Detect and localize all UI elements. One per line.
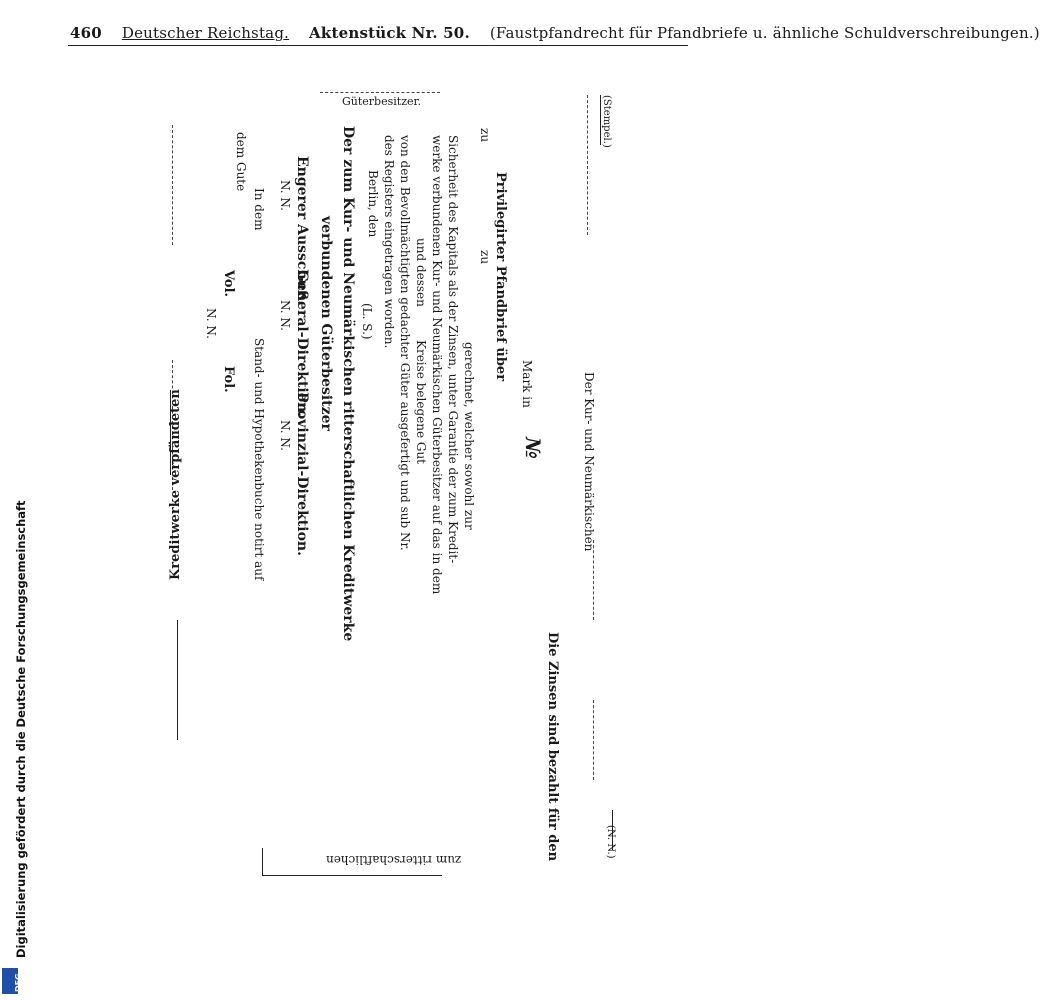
stamp-label: (Stempel.) <box>601 95 612 148</box>
body-line-8: des Registers eingetragen worden. <box>382 135 396 349</box>
mark-value: Mark in <box>520 360 534 408</box>
body-line-4: werke verbundenen Kur- und Neumärkischen Güterbesitzer auf das in dem <box>430 135 444 595</box>
initials-note: (N. N.) <box>605 825 616 859</box>
document-subject: (Faustpfandrecht für Pfandbriefe u. ähnliche Schuldverschreibungen.) <box>489 24 1040 42</box>
page-number: 460 <box>70 24 102 42</box>
zinsen-note: Die Zinsen sind bezahlt für den <box>545 632 560 862</box>
body-line-5: und dessen <box>414 238 428 307</box>
signatory-1: N. N. <box>278 180 292 211</box>
form-bottom-rule <box>262 875 442 876</box>
form-border-left <box>172 125 173 245</box>
seal-mark: (L. S.) <box>360 303 374 340</box>
body-line-7: von den Bevollmächtigten gedachter Güter ausgefertigt und sub Nr. <box>398 135 412 551</box>
dem-gute-label: dem Gute <box>234 132 248 192</box>
association-line-2: verbundenen Güterbesitzer <box>318 216 334 431</box>
signature-general-direktion: General-Direktion. <box>294 270 310 418</box>
form-border-right <box>587 95 588 235</box>
dfg-logo-icon: DFG <box>2 968 18 994</box>
association-line-1: Der zum Kur- und Neumärkischen ritterschaftlichen Kreditwerke <box>340 126 356 642</box>
publication-title: Deutscher Reichstag. <box>121 24 290 42</box>
place-date: Berlin, den <box>366 170 380 238</box>
in-dem-label: In dem <box>252 188 266 231</box>
signatory-3: N. N. <box>278 420 292 451</box>
bottom-label-kreditwerke: Kreditwerke verpfändeten <box>168 389 183 580</box>
title-line: Privilegirter Pfandbrief über <box>493 172 508 382</box>
left-margin-rule <box>177 620 178 740</box>
body-line-3: Sicherheit des Kapitals als der Zinsen, unter Garantie der zum Kredit- <box>446 135 460 564</box>
header-rule <box>68 45 688 46</box>
page-header <box>70 24 1040 42</box>
form-border-right-3 <box>593 700 594 780</box>
form-border-right-2 <box>593 540 594 620</box>
institution-top: Der Kur- und Neumärkischen <box>582 372 596 552</box>
body-line-1b: zu <box>478 250 492 265</box>
file-reference: Aktenstück Nr. 50. <box>309 24 470 42</box>
fol-label: Fol. <box>221 366 236 393</box>
guterbesitzer-label: Güterbesitzer. <box>342 95 422 108</box>
numero-sign: № <box>521 437 545 459</box>
body-line-1: zu <box>478 128 492 143</box>
body-line-6: Kreise belegene Gut <box>414 340 428 465</box>
funding-note: Digitalisierung gefördert durch die Deutsche Forschungsgemeinschaft <box>14 500 28 958</box>
form-top-rule <box>320 92 440 93</box>
signatory-2: N. N. <box>278 300 292 331</box>
signature-engerer-ausschuss: Engerer Ausschuß. <box>294 156 310 306</box>
signature-provinzial-direktion: Provinzial-Direktion. <box>294 392 310 556</box>
register-nn: N. N. <box>204 308 218 339</box>
stand-hypothekenbuch: Stand- und Hypothekenbuche notirt auf <box>252 338 266 581</box>
form-bottom-rule-left <box>262 848 263 876</box>
digitization-sidebar <box>0 0 28 1000</box>
body-line-2: gerechnet, welcher sowohl zur <box>462 342 476 530</box>
vol-label: Vol. <box>221 270 236 298</box>
bottom-label-ritterschaftlichen: zum ritterschaftlichen <box>326 853 462 867</box>
